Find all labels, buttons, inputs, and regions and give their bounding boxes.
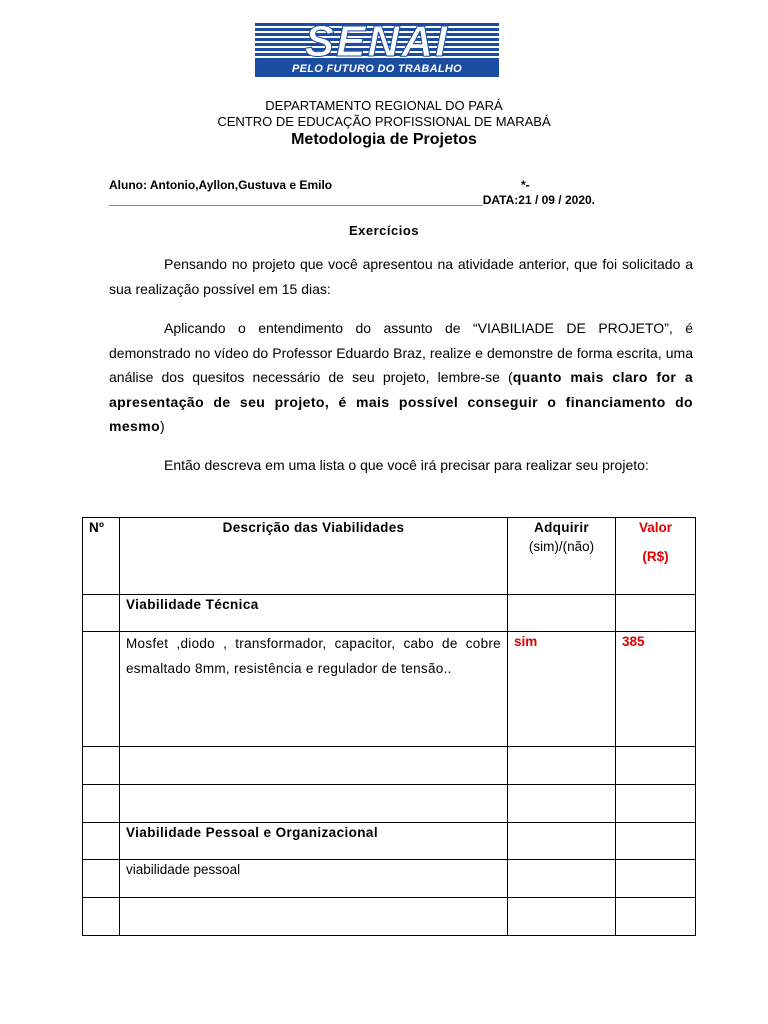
table-row — [83, 860, 696, 898]
senai-logo — [255, 23, 499, 77]
student-mark: *- — [521, 178, 530, 192]
section-title: Exercícios — [348, 223, 420, 238]
table-row — [83, 595, 696, 632]
section-pessoal: Viabilidade Pessoal e Organizacional — [120, 823, 508, 860]
table-row — [83, 823, 696, 860]
logo-wordmark: SENAI — [304, 23, 450, 61]
date-line: ________________________________________________________DATA:21 / 09 / 2020. — [109, 193, 596, 207]
header-num: Nº — [83, 518, 120, 595]
table-row — [83, 747, 696, 785]
paragraph-1: Pensando no projeto que você apresentou na atividade anterior, que foi solicitado a sua realização possível em 15 dias: — [109, 256, 693, 297]
item-valor: 385 — [616, 632, 696, 747]
item-description: Mosfet ,diodo , transformador, capacitor, cabo de cobre esmaltado 8mm, resistência e regulador de tensão.. — [120, 632, 508, 747]
table-header-row — [83, 518, 696, 595]
document-title: Metodologia de Projetos — [291, 131, 477, 148]
student-names: Aluno: Antonio,Ayllon,Gustuva e Emilo — [109, 178, 333, 192]
item-adquirir: sim — [508, 632, 616, 747]
logo-stripes — [255, 23, 499, 61]
paragraph-3: Então descreva em uma lista o que você irá precisar para realizar seu projeto: — [164, 457, 649, 473]
header-desc: Descrição das Viabilidades — [120, 518, 508, 595]
item-description: viabilidade pessoal — [120, 860, 508, 898]
table-row — [83, 785, 696, 823]
emphasis-text: quanto mais claro for a apresentação de seu projeto, é mais possível conseguir o financiamento do mesmo — [109, 369, 694, 434]
logo-tagline: PELO FUTURO DO TRABALHO — [255, 61, 499, 77]
section-tecnica: Viabilidade Técnica — [120, 595, 508, 632]
header-valor: Valor (R$) — [616, 518, 696, 595]
paragraph-2: Aplicando o entendimento do assunto de “VIABILIADE DE PROJETO”, é demonstrado no vídeo do Professor Eduardo Braz, realize e demonstre de forma escrita, uma análise dos quesitos necessário de seu projeto, lembre-se (quanto mais claro for a apresentação de seu projeto, é mais possível conseguir o financiamento do mesmo) — [109, 320, 694, 434]
department-line: DEPARTAMENTO REGIONAL DO PARÁ — [265, 98, 503, 113]
table-row — [83, 632, 696, 747]
header-adquirir: Adquirir (sim)/(não) — [508, 518, 616, 595]
viability-table — [82, 517, 696, 936]
center-line: CENTRO DE EDUCAÇÃO PROFISSIONAL DE MARABÁ — [217, 114, 551, 129]
table-row — [83, 898, 696, 936]
